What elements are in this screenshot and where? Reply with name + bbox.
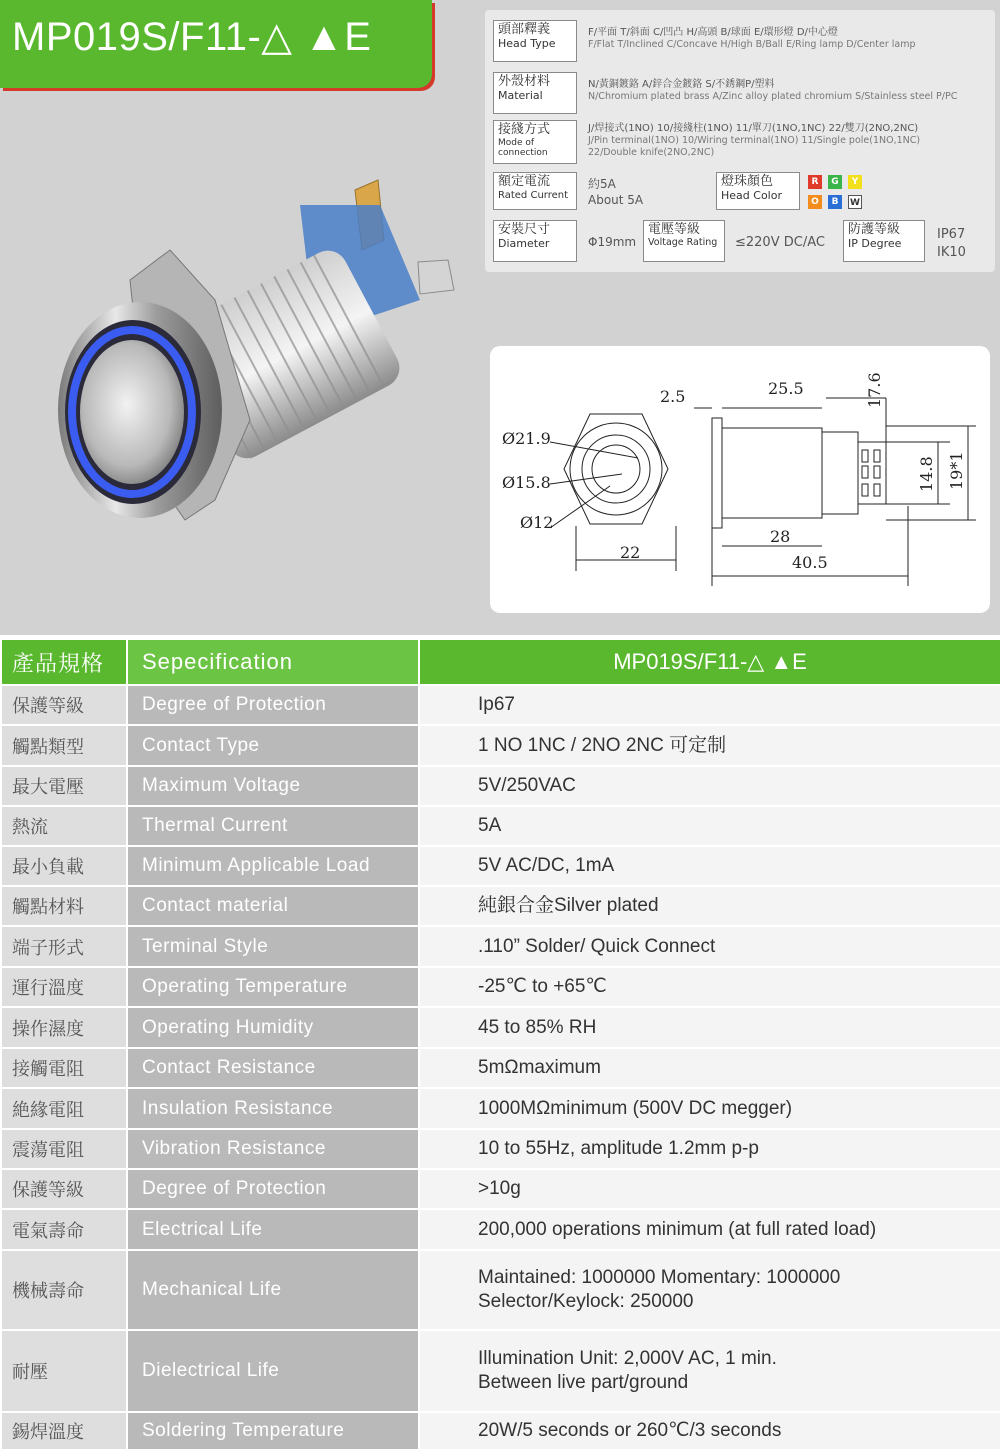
spec-value-line: 5V AC/DC, 1mA xyxy=(478,855,615,877)
dim-body-length: 28 xyxy=(770,527,791,546)
spec-name-zh: 操作濕度 xyxy=(1,1007,127,1048)
spec-name-en: Soldering Temperature xyxy=(127,1412,419,1450)
spec-name-zh: 電氣壽命 xyxy=(1,1209,127,1250)
spec-name-en: Insulation Resistance xyxy=(127,1088,419,1129)
spec-value-line: Illumination Unit: 2,000V AC, 1 min. xyxy=(478,1348,777,1370)
swatch-g: G xyxy=(828,175,842,189)
spec-value-line: >10g xyxy=(478,1178,521,1200)
swatch-w: W xyxy=(848,195,862,209)
spec-name-en: Contact Resistance xyxy=(127,1048,419,1088)
spec-value xyxy=(419,766,1000,806)
product-title: MP019S/F11-△ ▲E xyxy=(12,15,372,59)
material-desc: N/黃銅鍍鉻 A/鋅合金鍍鉻 S/不銹鋼P/塑料 N/Chromium plated brass A/Zinc alloy plated chromium S/Stainless steel P/PC xyxy=(588,79,958,102)
diameter-label: 安裝尺寸 Diameter xyxy=(493,220,577,262)
swatch-o: O xyxy=(808,195,822,209)
spec-value-line: 5A xyxy=(478,815,502,837)
header-en: Sepecification xyxy=(127,639,419,685)
spec-value xyxy=(419,1129,1000,1169)
table-row xyxy=(1,967,1000,1007)
dim-hex-width: 22 xyxy=(620,543,641,562)
spec-value-line: -25℃ to +65℃ xyxy=(478,976,607,998)
spec-name-zh: 保護等級 xyxy=(1,1169,127,1209)
spec-name-en: Mechanical Life xyxy=(127,1250,419,1330)
spec-name-zh: 熱流 xyxy=(1,806,127,846)
voltage-value: ≤220V DC/AC xyxy=(735,235,825,250)
product-banner xyxy=(0,0,1000,635)
spec-name-zh: 端子形式 xyxy=(1,926,127,967)
spec-value xyxy=(419,1007,1000,1048)
spec-value-line: 10 to 55Hz, amplitude 1.2mm p-p xyxy=(478,1138,759,1160)
swatch-b: B xyxy=(828,195,842,209)
spec-name-en: Degree of Protection xyxy=(127,685,419,725)
spec-value xyxy=(419,1330,1000,1412)
product-photo xyxy=(0,0,490,620)
spec-name-zh: 接觸電阻 xyxy=(1,1048,127,1088)
rated-current-value: 約5A About 5A xyxy=(588,177,644,208)
spec-name-en: Contact material xyxy=(127,886,419,926)
spec-value-line: 20W/5 seconds or 260℃/3 seconds xyxy=(478,1420,782,1442)
spec-name-en: Maximum Voltage xyxy=(127,766,419,806)
table-row xyxy=(1,846,1000,886)
dimension-drawing xyxy=(490,346,990,613)
spec-name-zh: 最小負載 xyxy=(1,846,127,886)
dim-thread-length: 25.5 xyxy=(768,379,804,398)
spec-name-en: Minimum Applicable Load xyxy=(127,846,419,886)
table-row xyxy=(1,1129,1000,1169)
spec-name-zh: 機械壽命 xyxy=(1,1250,127,1330)
spec-value xyxy=(419,1048,1000,1088)
table-row xyxy=(1,1209,1000,1250)
spec-value-line: 1000MΩminimum (500V DC megger) xyxy=(478,1097,793,1119)
spec-name-zh: 運行溫度 xyxy=(1,967,127,1007)
head-type-desc: F/平面 T/斜面 C/凹凸 H/高頭 B/球面 E/環形燈 D/中心燈 F/Flat T/Inclined C/Concave H/High B/Ball E/Ring lamp D/Center lamp xyxy=(588,27,916,50)
spec-name-en: Electrical Life xyxy=(127,1209,419,1250)
dim-terminal-width: 14.8 xyxy=(917,456,936,492)
table-row xyxy=(1,1412,1000,1450)
header-zh: 產品規格 xyxy=(1,639,127,685)
spec-value xyxy=(419,806,1000,846)
dim-total-length: 40.5 xyxy=(792,553,828,572)
material-label: 外殼材料 Material xyxy=(493,72,577,114)
ip-degree-value: IP67 IK10 xyxy=(937,227,966,260)
connection-label: 接綫方式 Mode of connection xyxy=(493,120,577,164)
spec-name-zh: 震蕩電阻 xyxy=(1,1129,127,1169)
spec-value xyxy=(419,1209,1000,1250)
table-row xyxy=(1,1007,1000,1048)
spec-name-zh: 耐壓 xyxy=(1,1330,127,1412)
connection-desc: J/焊接式(1NO) 10/接綫柱(1NO) 11/單刀(1NO,1NC) 22/雙刀(2NO,2NC) J/Pin terminal(1NO) 10/Wiring terminal(1NO) 11/Single pole(1NO,1NC) 22/Double knife(2NO,2NC) xyxy=(588,123,921,159)
table-row xyxy=(1,926,1000,967)
spec-name-zh: 最大電壓 xyxy=(1,766,127,806)
table-header-row xyxy=(1,639,1000,685)
spec-value xyxy=(419,685,1000,725)
diameter-value: Φ19mm xyxy=(588,235,637,249)
dimension-drawing-panel xyxy=(490,346,990,613)
spec-name-en: Contact Type xyxy=(127,725,419,766)
table-row xyxy=(1,1088,1000,1129)
dim-flange-thickness: 2.5 xyxy=(660,387,686,406)
spec-value-line: 1 NO 1NC / 2NO 2NC 可定制 xyxy=(478,734,727,756)
spec-value xyxy=(419,1250,1000,1330)
spec-name-en: Degree of Protection xyxy=(127,1169,419,1209)
table-row xyxy=(1,725,1000,766)
spec-value xyxy=(419,846,1000,886)
spec-name-zh: 錫焊溫度 xyxy=(1,1412,127,1450)
spec-value-line: Maintained: 1000000 Momentary: 1000000 xyxy=(478,1267,841,1289)
table-row xyxy=(1,1250,1000,1330)
spec-value-line: 45 to 85% RH xyxy=(478,1016,597,1038)
head-color-label: 燈珠顏色 Head Color xyxy=(716,172,800,210)
spec-name-en: Operating Temperature xyxy=(127,967,419,1007)
swatch-y: Y xyxy=(848,175,862,189)
spec-name-zh: 保護等級 xyxy=(1,685,127,725)
spec-name-en: Dielectrical Life xyxy=(127,1330,419,1412)
spec-value xyxy=(419,1169,1000,1209)
rated-current-label: 額定電流 Rated Current xyxy=(493,172,577,210)
spec-value-line-2: Selector/Keylock: 250000 xyxy=(478,1291,694,1312)
table-row xyxy=(1,886,1000,926)
spec-name-en: Thermal Current xyxy=(127,806,419,846)
table-row xyxy=(1,685,1000,725)
table-row xyxy=(1,806,1000,846)
spec-value-line: 5mΩmaximum xyxy=(478,1057,601,1079)
spec-value-line: Ip67 xyxy=(478,694,515,716)
spec-value-line: 200,000 operations minimum (at full rated load) xyxy=(478,1218,877,1240)
spec-value-line: .110” Solder/ Quick Connect xyxy=(478,935,716,957)
head-type-label: 頭部釋義 Head Type xyxy=(493,20,577,62)
spec-name-zh: 絶緣電阻 xyxy=(1,1088,127,1129)
table-row xyxy=(1,1169,1000,1209)
spec-value-line-2: Between live part/ground xyxy=(478,1372,689,1393)
spec-name-zh: 觸點材料 xyxy=(1,886,127,926)
dim-middle-diameter: Ø15.8 xyxy=(502,473,551,492)
spec-name-zh: 觸點類型 xyxy=(1,725,127,766)
table-row xyxy=(1,1048,1000,1088)
header-model: MP019S/F11-△ ▲E xyxy=(419,639,1000,685)
spec-value xyxy=(419,1088,1000,1129)
table-row xyxy=(1,1330,1000,1412)
spec-value xyxy=(419,725,1000,766)
spec-value xyxy=(419,886,1000,926)
ip-degree-label: 防護等級 IP Degree xyxy=(843,220,925,262)
spec-value-line: 純銀合金Silver plated xyxy=(478,895,659,917)
dim-outer-diameter: Ø21.9 xyxy=(502,429,551,448)
spec-name-en: Vibration Resistance xyxy=(127,1129,419,1169)
table-row xyxy=(1,766,1000,806)
dim-terminal-height: 17.6 xyxy=(865,372,884,408)
swatch-r: R xyxy=(808,175,822,189)
title-tab xyxy=(0,0,432,88)
spec-value xyxy=(419,967,1000,1007)
spec-value xyxy=(419,926,1000,967)
spec-name-en: Operating Humidity xyxy=(127,1007,419,1048)
voltage-label: 電壓等級 Voltage Rating xyxy=(643,220,725,262)
code-legend-panel xyxy=(485,10,995,272)
dim-inner-diameter: Ø12 xyxy=(520,513,554,532)
dim-body-width: 19*1 xyxy=(947,451,966,490)
spec-value xyxy=(419,1412,1000,1450)
specification-table xyxy=(0,638,1000,1451)
spec-value-line: 5V/250VAC xyxy=(478,775,576,797)
spec-name-en: Terminal Style xyxy=(127,926,419,967)
